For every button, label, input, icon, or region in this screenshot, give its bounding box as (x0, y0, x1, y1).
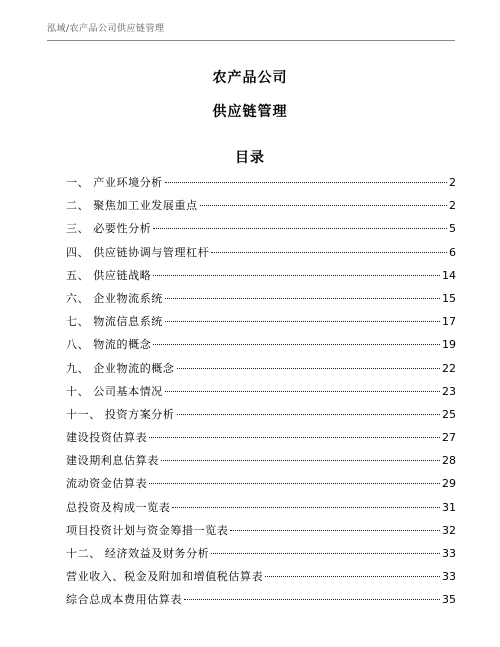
toc-dot-leader (153, 344, 440, 345)
toc-entry-label: 五、 供应链战略 (66, 268, 152, 282)
toc-dot-leader (230, 530, 440, 531)
toc-dot-leader (177, 414, 441, 415)
toc-entry[interactable] (66, 546, 456, 569)
toc-dot-leader (149, 483, 440, 484)
toc-entry[interactable] (66, 337, 456, 360)
toc-entry-page-number: 35 (442, 593, 456, 607)
toc-dot-leader (177, 368, 441, 369)
toc-entry-label: 十一、 投资方案分析 (66, 407, 175, 421)
toc-entry-page-number: 19 (442, 338, 456, 352)
toc-entry-page-number: 28 (442, 454, 456, 468)
toc-entry[interactable] (66, 198, 456, 221)
toc-entry-page-number: 14 (442, 268, 456, 282)
toc-entry[interactable] (66, 245, 456, 268)
toc-entry-page-number: 15 (442, 291, 456, 305)
toc-entry-label: 建设投资估算表 (66, 431, 148, 445)
toc-entry-label: 建设期利息估算表 (66, 454, 159, 468)
toc-heading: 目录 (235, 150, 265, 166)
document-title-line1: 农产品公司 (212, 70, 288, 86)
toc-entry-label: 七、 物流信息系统 (66, 315, 163, 329)
toc-entry-page-number: 25 (442, 407, 456, 421)
toc-entry[interactable] (66, 407, 456, 430)
toc-entry[interactable] (66, 314, 456, 337)
toc-dot-leader (211, 252, 447, 253)
toc-entry-label: 二、 聚焦加工业发展重点 (66, 199, 198, 213)
toc-entry-label: 十二、 经济效益及财务分析 (66, 547, 210, 560)
toc-entry-page-number: 31 (442, 500, 456, 514)
toc-dot-leader (149, 437, 440, 438)
toc-dot-leader (165, 298, 440, 299)
toc-entry[interactable] (66, 476, 456, 499)
toc-dot-leader (161, 460, 440, 461)
toc-dot-leader (172, 507, 440, 508)
toc-entry-page-number: 5 (449, 222, 456, 236)
toc-entry-page-number: 17 (442, 315, 456, 329)
toc-entry[interactable] (66, 268, 456, 291)
toc-entry-label: 四、 供应链协调与管理杠杆 (66, 245, 210, 259)
toc-entry-label: 总投资及构成一览表 (66, 500, 171, 514)
toc-entry-label: 项目投资计划与资金筹措一览表 (66, 523, 229, 537)
header-text: 泓域/农产品公司供应链管理 (47, 24, 165, 34)
toc-dot-leader (153, 228, 447, 229)
toc-entry[interactable] (66, 430, 456, 453)
toc-entry[interactable] (66, 569, 456, 592)
toc-dot-leader (184, 599, 440, 600)
toc-entry-page-number: 33 (442, 547, 456, 560)
toc-entry-label: 综合总成本费用估算表 (66, 593, 182, 607)
header-divider (47, 40, 455, 41)
toc-dot-leader (165, 321, 440, 322)
toc-dot-leader (165, 391, 440, 392)
toc-entry-label: 一、 产业环境分析 (66, 176, 163, 189)
toc-dot-leader (200, 205, 447, 206)
toc-entry[interactable] (66, 453, 456, 476)
toc-entry-label: 营业收入、税金及附加和增值税估算表 (66, 570, 264, 584)
toc-entry-page-number: 33 (442, 570, 456, 584)
toc-entry-label: 六、 企业物流系统 (66, 291, 163, 305)
toc-entry[interactable] (66, 221, 456, 244)
toc-entry-label: 九、 企业物流的概念 (66, 361, 175, 375)
toc-entry-label: 流动资金估算表 (66, 477, 148, 491)
toc-entry-page-number: 32 (442, 523, 456, 537)
toc-entry-page-number: 27 (442, 431, 456, 445)
toc-entry-page-number: 23 (442, 384, 456, 398)
toc-entry-page-number: 29 (442, 477, 456, 491)
toc-entry-label: 八、 物流的概念 (66, 338, 152, 352)
toc-entry[interactable] (66, 523, 456, 546)
toc-entry-page-number: 2 (449, 199, 456, 213)
toc-entry[interactable] (66, 175, 456, 198)
document-title-line2: 供应链管理 (212, 104, 288, 120)
toc-entry[interactable] (66, 500, 456, 523)
toc-entry-label: 三、 必要性分析 (66, 222, 152, 236)
toc-entry-page-number: 22 (442, 361, 456, 375)
toc-dot-leader (265, 576, 440, 577)
toc-dot-leader (165, 182, 447, 183)
toc-entry-page-number: 6 (449, 245, 456, 259)
toc-entry[interactable] (66, 361, 456, 384)
toc-entry[interactable] (66, 384, 456, 407)
toc-entry-label: 十、 公司基本情况 (66, 384, 163, 398)
table-of-contents (66, 175, 456, 616)
toc-entry-page-number: 2 (449, 176, 456, 189)
toc-entry[interactable] (66, 592, 456, 615)
toc-dot-leader (153, 275, 440, 276)
toc-entry[interactable] (66, 291, 456, 314)
toc-dot-leader (211, 553, 440, 554)
